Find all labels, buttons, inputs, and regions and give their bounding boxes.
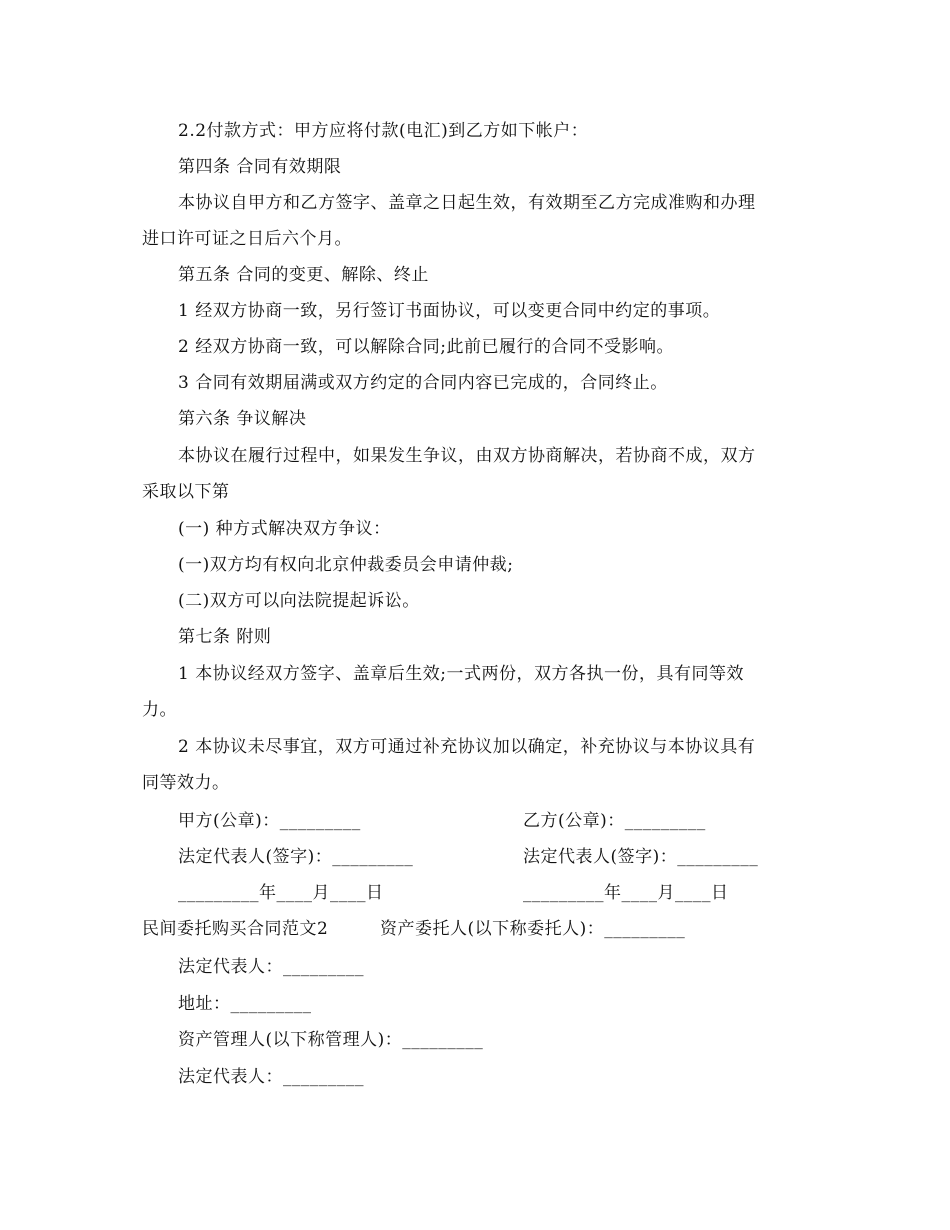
party-a-date: _________年____月____日 [178,883,384,903]
article-4-text-line-2: 进口许可证之日后六个月。 [142,229,352,249]
article-5-item-1: 1 经双方协商一致，另行签订书面协议，可以变更合同中约定的事项。 [178,301,721,321]
client-representative: 法定代表人：_________ [178,957,364,977]
manager-line: 资产管理人(以下称管理人)：_________ [178,1030,484,1050]
party-b-seal: 乙方(公章)：_________ [523,811,706,831]
article-5-item-3: 3 合同有效期届满或双方约定的合同内容已完成的，合同终止。 [178,373,668,393]
article-6-heading: 第六条 争议解决 [178,409,307,429]
article-7-heading: 第七条 附则 [178,627,272,647]
article-6-text-line-1: 本协议在履行过程中，如果发生争议，由双方协商解决，若协商不成，双方 [178,446,756,466]
article-5-heading: 第五条 合同的变更、解除、终止 [178,265,429,285]
article-7-item-2-line-1: 2 本协议未尽事宜，双方可通过补充协议加以确定，补充协议与本协议具有 [178,737,756,757]
article-6-text-line-2: 采取以下第 [142,482,230,502]
dispute-option-1: (一)双方均有权向北京仲裁委员会申请仲裁; [178,555,514,575]
party-b-date: _________年____月____日 [523,883,729,903]
article-7-item-1-line-2: 力。 [142,700,177,720]
dispute-option-2: (二)双方可以向法院提起诉讼。 [178,591,420,611]
party-a-representative: 法定代表人(签字)：_________ [178,847,414,867]
party-a-seal: 甲方(公章)：_________ [178,811,361,831]
client-line: 资产委托人(以下称委托人)：_________ [380,919,686,939]
article-4-heading: 第四条 合同有效期限 [178,157,342,177]
article-7-item-1-line-1: 1 本协议经双方签字、盖章后生效;一式两份，双方各执一份，具有同等效 [178,664,744,684]
article-4-text-line-1: 本协议自甲方和乙方签字、盖章之日起生效，有效期至乙方完成准购和办理 [178,193,756,213]
dispute-method-line: (一) 种方式解决双方争议： [178,519,391,539]
payment-method-line: 2.2付款方式：甲方应将付款(电汇)到乙方如下帐户： [178,121,589,141]
second-contract-heading: 民间委托购买合同范文2 [142,919,329,939]
party-b-representative: 法定代表人(签字)：_________ [523,847,759,867]
address-line: 地址：_________ [178,994,312,1014]
article-5-item-2: 2 经双方协商一致，可以解除合同;此前已履行的合同不受影响。 [178,337,674,357]
article-7-item-2-line-2: 同等效力。 [142,773,230,793]
manager-representative: 法定代表人：_________ [178,1067,364,1087]
